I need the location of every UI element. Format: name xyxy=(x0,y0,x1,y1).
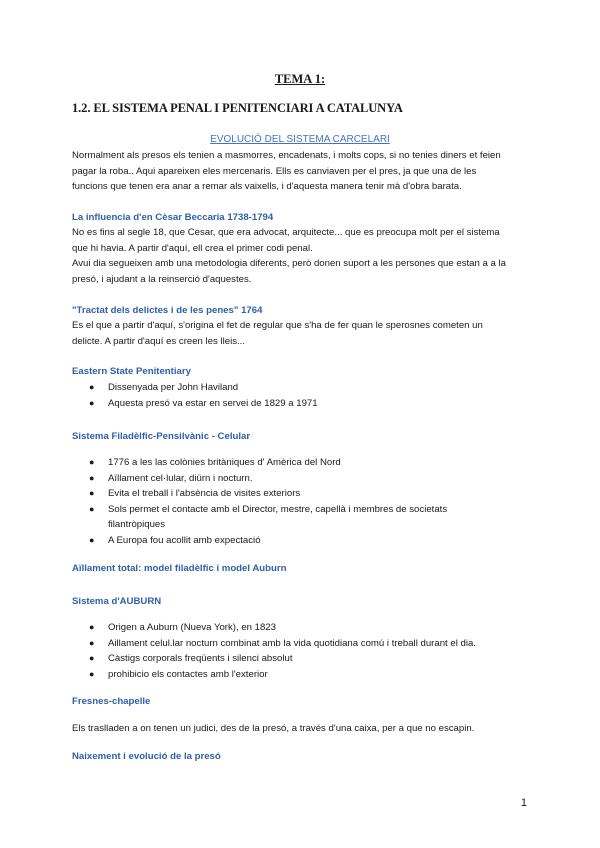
list-item: ● Aïllament cel·lular, diürn i nocturn. xyxy=(72,471,532,487)
bullet-icon: ● xyxy=(89,472,95,483)
list-item: ● Origen a Auburn (Nueva York), en 1823 xyxy=(72,620,532,636)
intro-paragraph xyxy=(72,148,532,195)
tractat-line: Es el que a partir d'aquí, s'origina el fet de regular que s'ha de fer quan le sperosnes cometen un xyxy=(72,320,483,331)
beccaria-paragraph xyxy=(72,225,532,287)
page-number: 1 xyxy=(520,797,527,809)
section-heading: 1.2. EL SISTEMA PENAL I PENITENCIARI A CATALUNYA xyxy=(72,101,403,115)
list-item: ● Evita el treball i l'absència de visites exteriors xyxy=(72,486,532,502)
bullet-icon: ● xyxy=(89,488,95,499)
fresnes-paragraph: Els traslladen a on tenen un judici, des de la presó, a través d'una caixa, per a que no escapin. xyxy=(72,723,475,734)
list-item: ● A Europa fou acollit amb expectació xyxy=(72,533,532,549)
heading-aillament-total: Aïllament total: model filadèlfic i model Auburn xyxy=(72,563,287,574)
intro-line: funcions que tenen era anar a remar als vaixells, i d'aquesta manera tenir mà d'obra barata. xyxy=(72,181,462,193)
list-item: ● 1776 a les las colònies britàniques d' Amèrica del Nord xyxy=(72,455,532,471)
subheading-evolucio: EVOLUCIÓ DEL SISTEMA CARCELARI xyxy=(210,134,390,145)
filadelfic-bullet-list xyxy=(72,455,532,549)
document-title: TEMA 1: xyxy=(274,72,326,86)
bullet-icon: ● xyxy=(89,622,95,632)
beccaria-line: presó, i ajudant a la reinserció d'aquestes. xyxy=(72,273,252,285)
intro-line: Normalment als presos els tenien a masmorres, encadenats, i molts cops, si no tenies diners et feien xyxy=(72,150,501,161)
list-item: ● Aquesta presó va estar en servei de 1829 a 1971 xyxy=(72,396,532,412)
bullet-icon: ● xyxy=(89,397,95,408)
auburn-bullet-list xyxy=(72,620,532,682)
heading-naixement: Naixement i evolució de la presó xyxy=(72,751,221,762)
heading-beccaria: La influencia d'en Cèsar Beccaria 1738-1794 xyxy=(72,212,274,223)
bullet-icon: ● xyxy=(89,668,95,679)
intro-line: pagar la roba.. Aqui apareixen eles mercenaris. Ells es canviaven per el pres, ja que una de les xyxy=(72,165,477,177)
heading-fresnes: Fresnes-chapelle xyxy=(72,696,151,707)
list-item: ● Càstigs corporals freqüents i silenci absolut xyxy=(72,651,532,667)
list-item-continuation: filantròpiques xyxy=(108,519,166,531)
bullet-icon: ● xyxy=(89,637,95,648)
heading-filadelfic: Sistema Filadèlfic-Pensilvànic - Celular xyxy=(72,431,251,442)
list-item: ● Sols permet el contacte amb el Director, mestre, capellà i membres de societats xyxy=(72,502,532,518)
bullet-icon: ● xyxy=(89,534,95,545)
beccaria-line: que hi havia. A partir d'aquí, ell crea el primer codi penal. xyxy=(72,242,313,254)
beccaria-line: No es fins al segle 18, que Cesar, que era advocat, arquitecte... que es preocupa molt per el sistema xyxy=(72,227,500,238)
tractat-line: delicte. A partir d'aquí es creen les lleis... xyxy=(72,335,246,347)
bullet-icon: ● xyxy=(89,503,95,514)
list-item: ● prohibicio els contactes amb l'exterior xyxy=(72,667,532,683)
heading-eastern-state: Eastern State Penitentiary xyxy=(72,366,191,377)
list-item: ● Aillament celul.lar nocturn combinat amb la vida quotidiana comú i treball durant el dia. xyxy=(72,636,532,652)
eastern-bullet-list xyxy=(72,380,532,411)
heading-tractat: "Tractat dels delictes i de les penes" 1764 xyxy=(72,305,263,316)
list-item: ● Dissenyada per John Haviland xyxy=(72,380,532,396)
tractat-paragraph xyxy=(72,318,532,349)
heading-auburn: Sistema d'AUBURN xyxy=(72,596,162,607)
bullet-icon: ● xyxy=(89,457,95,467)
bullet-icon: ● xyxy=(89,382,95,392)
bullet-icon: ● xyxy=(89,653,95,664)
beccaria-line: Avui dia segueixen amb una metodologia diferents, però donen suport a les persones que estan a a la xyxy=(72,258,506,270)
